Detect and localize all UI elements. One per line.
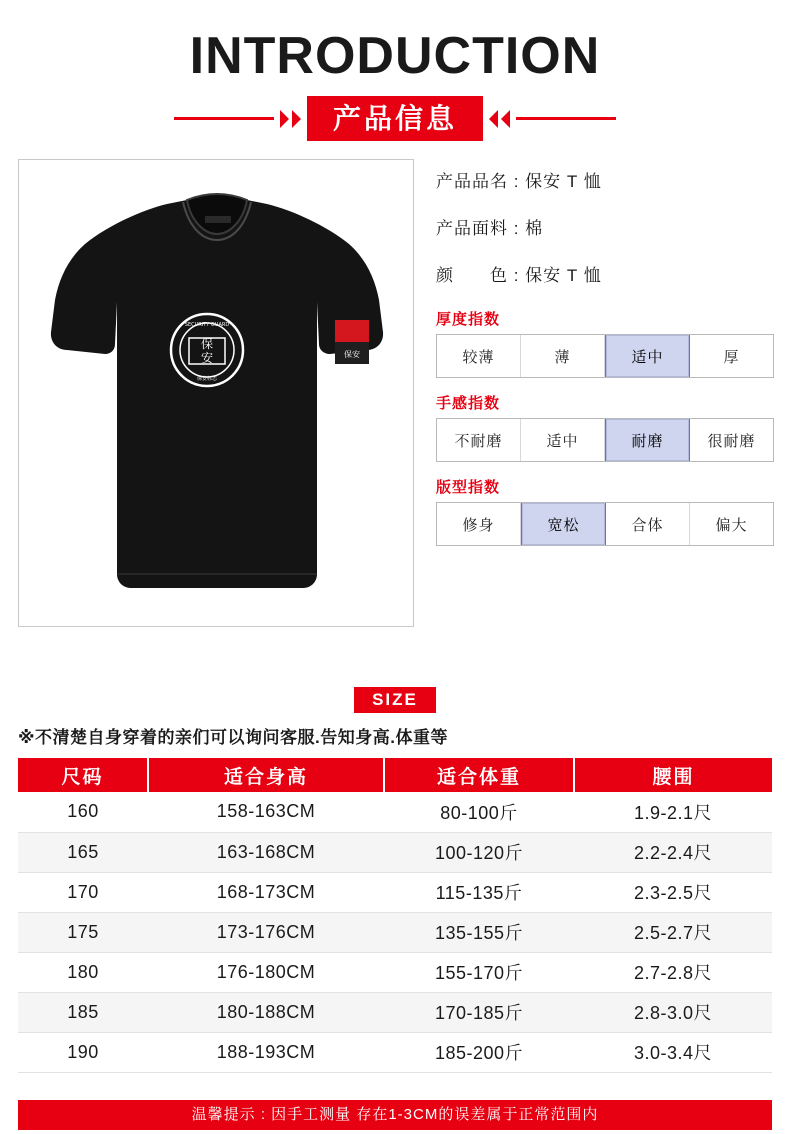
size-table-header-row (18, 758, 772, 792)
thickness-option-1[interactable]: 薄 (521, 335, 605, 377)
handfeel-label: 手感指数 (436, 395, 501, 412)
cell-waist: 2.2-2.4尺 (574, 832, 772, 872)
cell-weight: 170-185斤 (384, 992, 574, 1032)
size-badge: SIZE (354, 687, 436, 713)
cell-size: 180 (18, 952, 148, 992)
cell-weight: 115-135斤 (384, 872, 574, 912)
cell-weight: 155-170斤 (384, 952, 574, 992)
table-row (18, 1032, 772, 1072)
table-row (18, 912, 772, 952)
fit-option-0[interactable]: 修身 (437, 503, 521, 545)
table-row (18, 952, 772, 992)
handfeel-option-2[interactable]: 耐磨 (605, 419, 690, 461)
sleeve-flag-patch (335, 320, 369, 364)
table-row (18, 872, 772, 912)
page-title: INTRODUCTION (189, 27, 601, 85)
size-table (18, 758, 772, 1073)
handfeel-option-3[interactable]: 很耐磨 (707, 432, 756, 450)
svg-text:保安标志: 保安标志 (196, 376, 218, 382)
size-note: ※不清楚自身穿着的亲们可以询问客服.告知身高.体重等 (18, 728, 448, 747)
cell-height: 158-163CM (148, 792, 384, 832)
svg-text:保: 保 (200, 337, 214, 351)
cell-height: 163-168CM (148, 832, 384, 872)
cell-waist: 2.8-3.0尺 (574, 992, 772, 1032)
cell-waist: 2.7-2.8尺 (574, 952, 772, 992)
cell-weight: 135-155斤 (384, 912, 574, 952)
table-row (18, 992, 772, 1032)
footer-note: 温馨提示 : 因手工测量 存在1-3CM的误差属于正常范围内 (18, 1100, 772, 1130)
table-row (18, 792, 772, 832)
thickness-option-0[interactable]: 较薄 (437, 335, 521, 377)
thickness-option-3[interactable]: 厚 (723, 348, 740, 366)
cell-size: 185 (18, 992, 148, 1032)
fit-option-3[interactable]: 偏大 (715, 516, 748, 534)
product-photo (18, 159, 414, 627)
cell-height: 176-180CM (148, 952, 384, 992)
handfeel-options (436, 418, 774, 462)
index-group-thickness (436, 308, 774, 378)
index-group-fit (436, 476, 774, 546)
cell-size: 175 (18, 912, 148, 952)
product-section (0, 159, 790, 627)
spec-name: 产品品名 : 保安 T 恤 (436, 172, 602, 191)
subtitle-badge: 产品信息 (307, 96, 483, 141)
right-rule (516, 117, 616, 120)
cell-height: 168-173CM (148, 872, 384, 912)
cell-waist: 1.9-2.1尺 (574, 792, 772, 832)
col-height: 适合身高 (148, 758, 384, 792)
fit-option-1[interactable]: 宽松 (521, 503, 606, 545)
index-group-handfeel (436, 392, 774, 462)
thickness-option-2[interactable]: 适中 (605, 335, 690, 377)
svg-text:SECURITY GUARD: SECURITY GUARD (184, 322, 230, 328)
cell-weight: 80-100斤 (384, 792, 574, 832)
cell-height: 180-188CM (148, 992, 384, 1032)
thickness-options (436, 334, 774, 378)
cell-height: 173-176CM (148, 912, 384, 952)
svg-text:保安: 保安 (344, 350, 360, 359)
cell-waist: 2.5-2.7尺 (574, 912, 772, 952)
cell-size: 170 (18, 872, 148, 912)
product-info-column (436, 159, 774, 627)
fit-label: 版型指数 (436, 479, 501, 496)
left-rule (174, 117, 274, 120)
col-size: 尺码 (18, 758, 148, 792)
cell-height: 188-193CM (148, 1032, 384, 1072)
fit-option-2[interactable]: 合体 (606, 503, 690, 545)
cell-size: 190 (18, 1032, 148, 1072)
col-weight: 适合体重 (384, 758, 574, 792)
col-waist: 腰围 (574, 758, 772, 792)
table-row (18, 832, 772, 872)
chevron-right-icon (274, 110, 307, 128)
cell-weight: 100-120斤 (384, 832, 574, 872)
cell-waist: 2.3-2.5尺 (574, 872, 772, 912)
thickness-label: 厚度指数 (436, 311, 501, 328)
cell-weight: 185-200斤 (384, 1032, 574, 1072)
cell-size: 160 (18, 792, 148, 832)
handfeel-option-0[interactable]: 不耐磨 (437, 419, 521, 461)
subtitle-banner-row (0, 96, 790, 141)
cell-size: 165 (18, 832, 148, 872)
tshirt-illustration (47, 182, 387, 602)
fit-options (436, 502, 774, 546)
size-badge-wrap (0, 687, 790, 713)
svg-text:安: 安 (200, 351, 214, 365)
cell-waist: 3.0-3.4尺 (574, 1032, 772, 1072)
spec-fabric: 产品面料 : 棉 (436, 219, 544, 238)
chevron-left-icon (483, 110, 516, 128)
spec-color: 颜 色 : 保安 T 恤 (436, 266, 602, 285)
handfeel-option-1[interactable]: 适中 (521, 419, 605, 461)
